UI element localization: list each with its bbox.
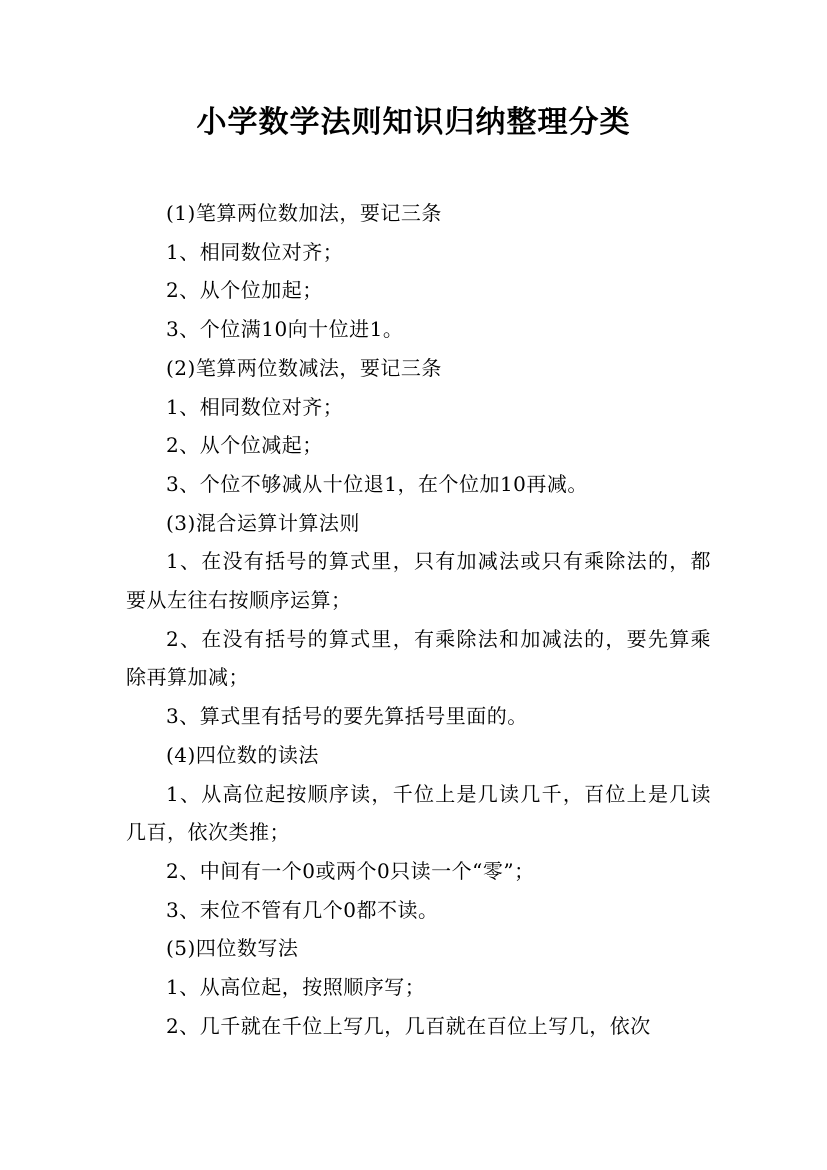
list-item: 3、算式里有括号的要先算括号里面的。 bbox=[166, 704, 528, 729]
section-heading-addition: (1)笔算两位数加法，要记三条 bbox=[166, 201, 442, 225]
section-heading-reading-four-digit: (4)四位数的读法 bbox=[166, 742, 319, 767]
list-item: 1、相同数位对齐； bbox=[166, 239, 344, 264]
list-item: 3、个位满10向十位进1。 bbox=[166, 317, 404, 342]
list-item: 2、几千就在千位上写几，几百就在百位上写几，依次 bbox=[166, 1013, 651, 1038]
list-item: 2、从个位减起； bbox=[166, 433, 323, 458]
list-item: 1、从高位起按顺序读，千位上是几读几千，百位上是几读几百，依次类推； bbox=[126, 781, 711, 845]
section-heading-mixed-operations: (3)混合运算计算法则 bbox=[166, 510, 360, 535]
section-heading-subtraction: (2)笔算两位数减法，要记三条 bbox=[166, 355, 442, 380]
document-title: 小学数学法则知识归纳整理分类 bbox=[196, 105, 631, 140]
list-item: 2、从个位加起； bbox=[166, 278, 323, 303]
section-heading-writing-four-digit: (5)四位数写法 bbox=[166, 936, 299, 961]
document-body bbox=[126, 194, 711, 1045]
list-item: 1、相同数位对齐； bbox=[166, 394, 344, 419]
list-item: 1、在没有括号的算式里，只有加减法或只有乘除法的，都要从左往右按顺序运算； bbox=[126, 549, 711, 613]
list-item: 1、从高位起，按照顺序写； bbox=[166, 975, 426, 1000]
list-item: 2、在没有括号的算式里，有乘除法和加减法的，要先算乘除再算加减； bbox=[126, 626, 711, 690]
list-item: 3、末位不管有几个0都不读。 bbox=[166, 897, 439, 922]
list-item: 2、中间有一个0或两个0只读一个“零”； bbox=[166, 858, 535, 883]
list-item: 3、个位不够减从十位退1，在个位加10再减。 bbox=[166, 471, 588, 496]
